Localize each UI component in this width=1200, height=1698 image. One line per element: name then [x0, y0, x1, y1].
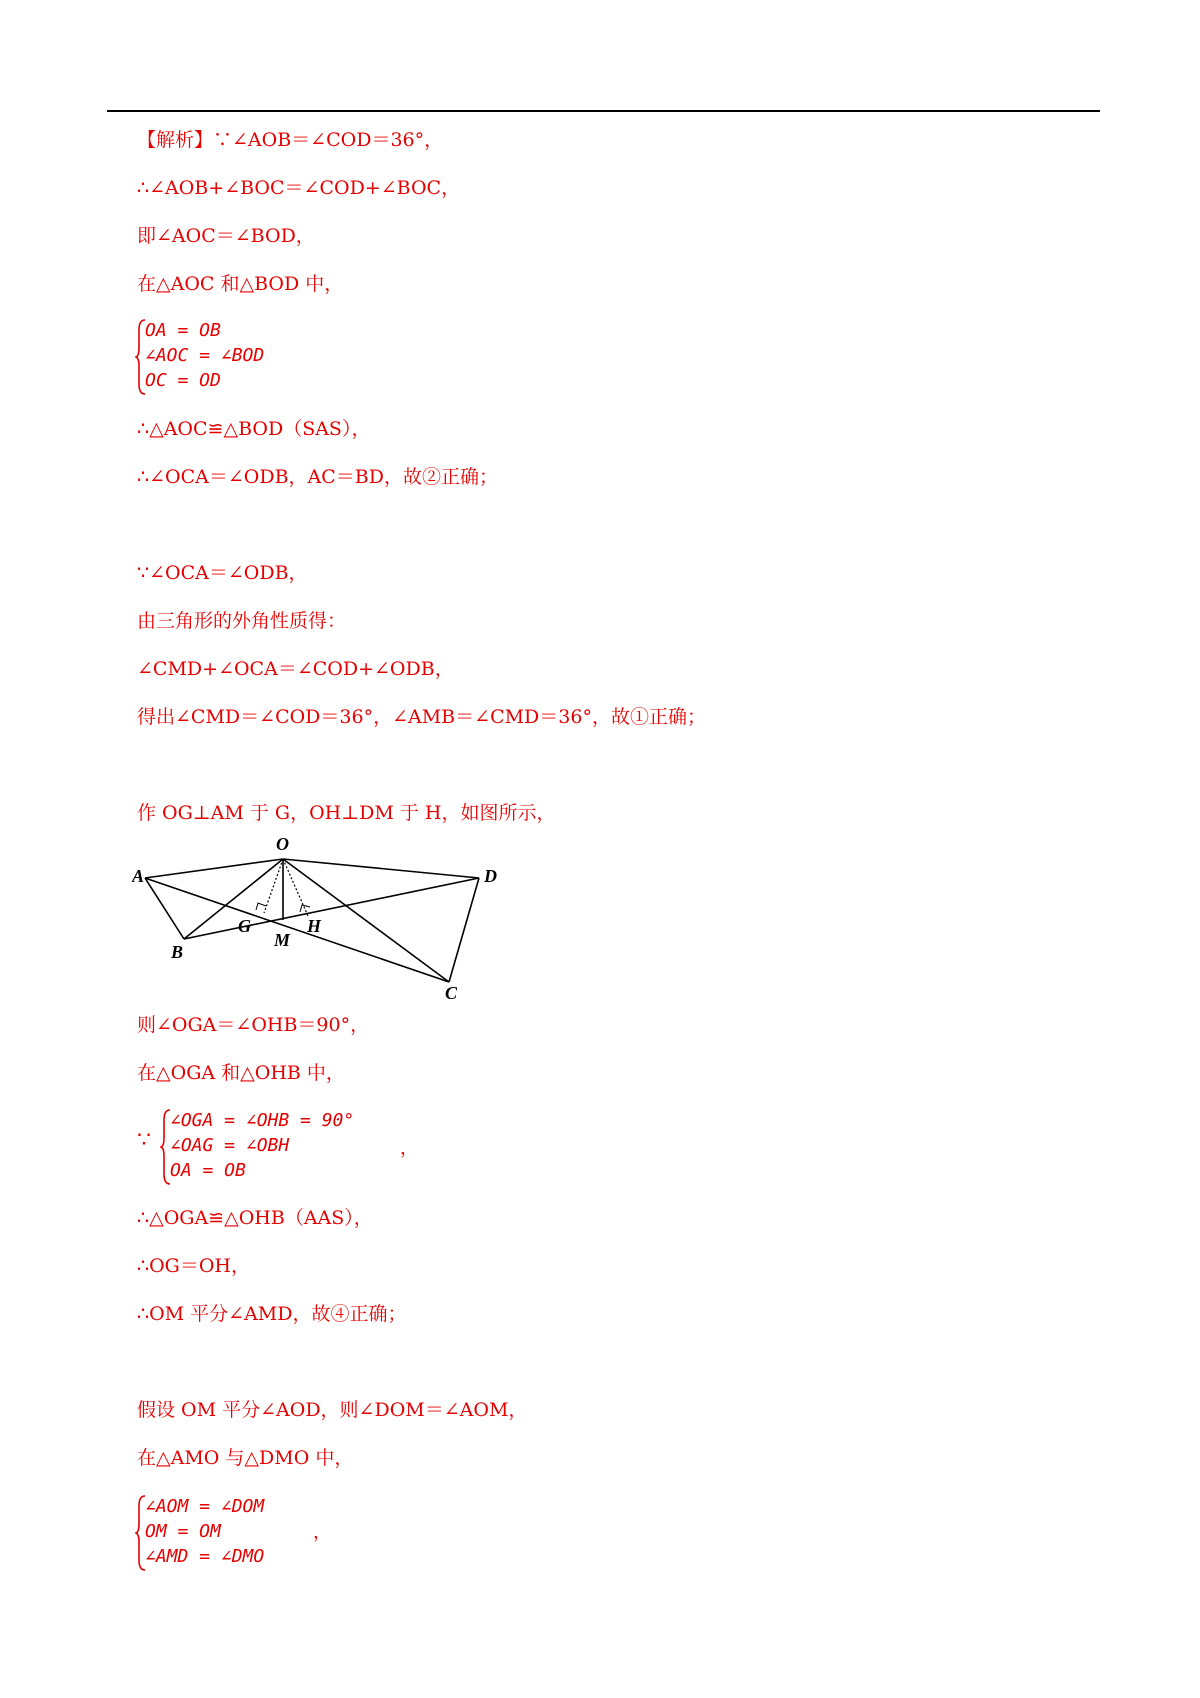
text-line-10: 得出∠CMD＝∠COD＝36°，∠AMB＝∠CMD＝36°，故①正确； [137, 706, 706, 728]
system-row: OC = OD [145, 370, 221, 391]
text-line-13: 在△OGA 和△OHB 中， [137, 1062, 345, 1084]
text-line-12: 则∠OGA＝∠OHB＝90°， [137, 1014, 370, 1036]
text-line-16: ∴OM 平分∠AMD，故④正确； [137, 1303, 407, 1325]
geometry-figure [132, 832, 512, 1002]
label-a: A [132, 866, 145, 886]
because-symbol: ∵ [137, 1128, 151, 1153]
text-line-2: ∴∠AOB+∠BOC＝∠COD+∠BOC， [137, 177, 461, 199]
system-row: ∠OGA = ∠OHB = 90° [170, 1110, 355, 1131]
label-m: M [274, 930, 291, 950]
text-line-3: 即∠AOC＝∠BOD， [137, 225, 315, 247]
text-line-11: 作 OG⊥AM 于 G，OH⊥DM 于 H，如图所示， [137, 802, 556, 824]
label-o: O [276, 834, 289, 854]
text-line-14: ∴△OGA≌△OHB（AAS）， [137, 1207, 373, 1229]
label-h: H [307, 916, 322, 936]
text-line-15: ∴OG＝OH， [137, 1255, 250, 1277]
text-line-5: ∴△AOC≌△BOD（SAS）， [137, 418, 371, 440]
label-c: C [445, 983, 458, 1002]
text-line-1: 【解析】∵∠AOB＝∠COD＝36°， [137, 129, 444, 151]
text-line-18: 在△AMO 与△DMO 中， [137, 1447, 354, 1469]
label-g: G [238, 916, 251, 936]
text-line-6: ∴∠OCA＝∠ODB，AC＝BD，故②正确； [137, 466, 498, 488]
text-line-17: 假设 OM 平分∠AOD，则∠DOM＝∠AOM， [137, 1399, 528, 1421]
header-rule [107, 110, 1100, 112]
label-b: B [171, 942, 184, 962]
system-row: OM = OM [145, 1521, 221, 1542]
text-line-7: ∵∠OCA＝∠ODB， [137, 562, 308, 584]
system-row: OA = OB [145, 320, 221, 341]
system-row: ∠OAG = ∠OBH [170, 1135, 290, 1156]
system-suffix: ， [313, 1522, 331, 1543]
system-row: ∠AMD = ∠DMO [145, 1546, 265, 1567]
text-line-9: ∠CMD+∠OCA＝∠COD+∠ODB， [137, 658, 454, 680]
text-line-8: 由三角形的外角性质得： [137, 610, 347, 632]
text-line-4: 在△AOC 和△BOD 中， [137, 273, 344, 295]
system-row: OA = OB [170, 1160, 246, 1181]
system-row: ∠AOC = ∠BOD [145, 345, 265, 366]
system-row: ∠AOM = ∠DOM [145, 1496, 265, 1517]
system-suffix: ， [400, 1138, 418, 1159]
label-d: D [484, 866, 497, 886]
